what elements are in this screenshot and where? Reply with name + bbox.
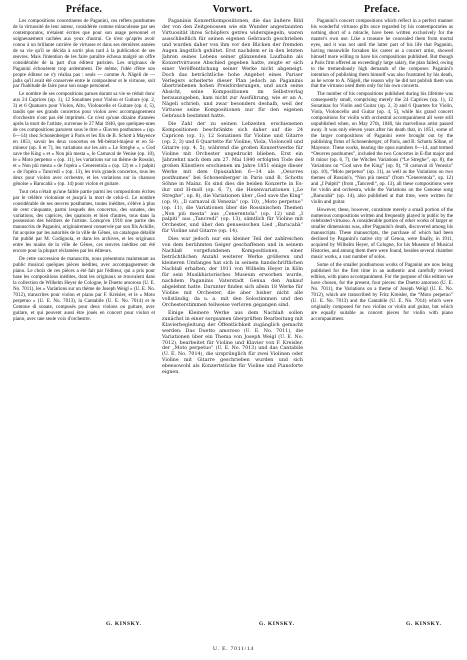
german-title: Vorwort. (212, 4, 253, 15)
english-paragraph-4: Some of the smaller posthumous works of Paganini are now being published for the first time in an authentic and carefully revised edition, with piano accompaniment. For the purpose of this edition we have chosen, for the present, four pieces: the Duetto amoroso (U. E. No. 7011), the Variations on a theme of Joseph Weigl (U. E. No. 7012), which are transcribed by Fritz Kreisler, the “Moto perpetuo” (U. E. No. 7013) and the Cantabile (U. E. No. 7014) which were originally composed for two violins or violin and guitar, but which are equally suitable as concert pieces for violin with piano accompaniment. (311, 262, 453, 322)
german-paragraph-1: Paganinis Konzertkompositionen, die das äußere Bild der von den Zeitgenossen wie ein Wunder angestaunten Virtuosität ihres Schöpfers getreu widerspiegeln, waren ausschließlich für seinen eigenen Gebrauch geschrieben und wurden daher von ihm vor den Blicken der fremden Augen ängstlich gehütet. Erst nachdem er in den letzten Jahren seines Lebens seiner glänzenden Laufbahn als Konzertvirtuose Abschied gegeben hatte, zeigte er sich einer Veröffentlichung seiner Werke nicht abgeneigt. Doch das beträchtliche hohe Angebot eines Pariser Verlegers scheiterte dieser Plan jedoch an Paganinis übertriebenen hohen Preisforderungen, und auch seine Absicht, seine Kompositionen im Selbstverlag herauszugeben, kam nicht zur Ausführung, wie er an A. Nägeli schrieb, und zwar besonders deshalb, weil der Virtuose seine Kompositionen nur für den eigenen Gebrauch bestimmt hatte. (162, 19, 303, 120)
french-paragraph-3: Tout cela n'était qu'une faible partie parmi les compositions écrites par le célèbre violoniste et jusqu'à la mort de celui-ci. Le nombre considérable de ses œuvres posthumes, toutes inédites, s'élève à plus de cent cinquante, parmi lesquels des concertos, des sonates, des variations, des caprices, des quatuors et bien d'autres, tous dans la possession des héritiers de l'artiste. Lorsqu'en 1910 une partie des manuscrits de Paganini, originairement conservée par son fils Achille, fut acquise par les autorités de la ville de Gênes, un catalogue détaillé fut publié par M. Codignola, et dans les archives, et les originaux entre les mains de la ville de Gênes, ces œuvres inédites ont été encore pour la plupart réclamées par les éditeurs. (13, 188, 155, 255)
german-signature: G. KINSKY. (259, 621, 295, 627)
french-paragraph-1: Les compositions concertantes de Paganini, ces reflets posthumes de la virtuosité de leur auteur, considérée comme miraculeuse par ses contemporains, n'étaient écrites que pour son usage personnel et soigneusement cachées aux yeux d'autrui. Ce n'est qu'après avoir connu à un brillante carrière de virtuose et dans ses dernières années de sa vie qu'il se décida à sortir plus tard à la publication de ses œuvres. Mais l'intention de les faire paraître échoua malgré un offre considérable de la part d'un éditeur parisien. Les originaux de Paganini échouèrent trop ardemment. De même, l'idée d'être son propre éditeur ne s'y réalisa pas : seuls — comme A. Nägeli de — jadis qu'il avait été conservée entre le compositeur et le virtuose, soit par l'habitude de faire pour son usage personnel. (13, 18, 155, 90)
german-paragraph-4: Einige Kleinere Werke aus dem Nachlaß sollen zunächst in einer sorgsamen überprüften Bearbeitung mit Klavierbegleitung der Öffentlichkeit zugänglich gemacht werden: Das Duetto amoroso (U. E. No. 7011), die Variationen über ein Thema von Joseph Weigl (U. E. No. 7012), bearbeitet für Violine und Klavier von F. Kreisler, der „Moto perpetuo“ (U. E. No. 7013) und das Cantabile (U. E. No. 7014), die ursprünglich für zwei Violinen oder Violine mit Gitarre geschrieben wurden und sich ebensowohl als Konzertstücke für Violine und Pianoforte eignen. (162, 310, 303, 376)
french-paragraph-2: Le nombre de ses compositions parues durant sa vie se réduit donc aux 24 Caprices (op. 1), 12 Sonatines pour Violon et Guitare (op. 2, 3) et 6 Quatuors pour Violon, Alto, Violoncelle et Guitare (op. 4, 5), tandis que ses grands concertos pour violon avec accompagnement d'orchestre n'ont pas été imprimés. Ce n'est qu'une dizaine d'années après la mort de l'artiste, survenue le 27 Mai 1840, que quelques-unes de ces compositions parurent sous le titre « Œuvres posthumes » (op. 6—14) chez Schonenberger à Paris et les fils de B. Schott à Mayence en 1851, savoir les deux concertos en Mi-bémol-majeur et en Si-mineur (op. 6 et 7), les variations sur les airs « Le Streghe », « God save the King » et « Non più mesta », le Carnaval de Venise (op. 10), le « Moto perpetuo » (op. 11), les variations sur un thème de Rossini, et « Non più mesta » de l'opéra « Cenerentola » (op. 12) et « I palpiti » de l'opéra « Tancredi » (op. 13), les trois grands concertos, tous les deux pour violon avec orchestre, et les variations sur la chanson génoise « Barucabà » (op. 14) pour violon et guitare. (13, 91, 155, 187)
french-signature: G. KINSKY. (106, 621, 142, 627)
english-title: Preface. (363, 4, 401, 15)
english-paragraph-2: The number of his compositions published during his lifetime was consequently small, comprising merely the 24 Caprices (op. 1), 12 Sonatinas for Violin and Guitar (op. 2, 3) and 6 Quartets for Violin, Viola, Violoncello and Guitar (op. 4, 5), while his grand concert compositions for violin with orchestral accompaniment all were still unpublished when, on May 27th, 1840, his marvellous artist passed away. It was only eleven years after his death that, in 1851, some of the larger compositions of Paganini were brought out by the publishing firms of Schonenberger, of Paris, and B. Schotts Söhne, of Mayence. These works, bearing the opus numbers 6—14, and termed “Oeuvres posthumes”, included the two Concertos in E-flat major and B minor (op. 6, 7), the Witches Variations (“Le Streghe”, op. 8), the Variations on “God save the King” (op. 9), “Il carnaval di Venezia” (op. 10), “Moto perpetuo” (op. 11), as well as the Variations on two themes of Rossini's, “Non più mesta” (from “Cenerentola”, op. 12) and „I Palpiti“ (from „Tancredi“, op. 13), all these compositions were for violin and orchestra, while the Variations on the Genoese song „Barucabà“ (op. 14), also published at that time, were written for violin and guitar. (311, 91, 453, 205)
english-paragraph-1: Paganini's concert compositions which reflect in a perfect manner his wonderful virtuoso gifts once regarded by his contemporaries as nothing short of a miracle, have been written exclusively for the master's own use. Like a treasure he concealed them from mortal eyes, and it was not until the latter part of his life that Paganini, having meanwhile forsaken his career as a concert artist, showed himself more willing to have his compositions published. But though a Paris firm offered an exceedingly large salary, the plan failed, owing to the tremendously high demands of the composer. Paganini's intention of publishing them himself was also frustrated by his death, as he wrote to A. Nägeli, the reason why he did not publish them was that the virtuoso used them only for his own concerts. (311, 18, 453, 90)
english-column (311, 0, 453, 612)
german-column (162, 0, 303, 612)
english-paragraph-3: However, these, however, constitute merely a small portion of the numerous compositions written and frequently played in public by the celebrated virtuoso. A considerable portion of other works of larger or smaller dimensions was, after Paganini's death, discovered among his manuscripts. These manuscripts, the purchase of which had been declined by Paganini's native city of Genoa, were finally, in 1911, acquired by Wilhelm Heyer, of Cologne, for his Museum of Musical Histories, and among them there were found, besides several chamber music works, a vast number of solos. (311, 206, 453, 261)
french-paragraph-4: De cette succession de manuscrits, nous présentons maintenant au public musical quelques pièces inédites, avec accompagnement de piano. Le choix de ces pièces a été fait par l'éditeur, qui a pris pour base les compositions inédites, dont les originaux se trouvaient dans la collection de Wilhelm Heyer de Cologne, le Duetto amoroso (U. E. No. 7011), les « Variations sur un thème de Joseph Weigl » (U. E. No. 7012), transcrites pour violon et piano par F. Kreisler, et le « Moto perpetuo » (U. E. No. 7013), la Cantabile (U. E. No. 7014) et le Centone di sonate, composés pour deux violons ou guitare, avec guitare, et qui peuvent aussi être joués en concert pour violon et piano, avec une seule voix d'orchestre. (13, 256, 155, 322)
french-column (13, 0, 155, 612)
english-signature: G. KINSKY. (406, 621, 442, 627)
french-title: Préface. (65, 4, 103, 15)
german-paragraph-2: Die Zahl der zu seinen Lebzeiten erschienenen Kompositionen beschränkte sich daher auf die 24 Capricen (op. 1), 12 Sonatinen für Violine und Gitarre (op. 2, 3) und 6 Quartette für Violine, Viola, Violoncell und Gitarre (op. 4, 5), während die großen Konzertwerke für Violine mit Orchester ungedruckt blieben. Erst ein Jahrzehnt nach dem am 27. Mai 1840 erfolgten Tode des großen Künstlers erschienen im Jahre 1851 einige dieser Werke mit dem Opuszahlen 6—14 als „Oeuvres posthumes“ bei Schonenberger in Paris und B. Schotts Söhne in Mainz. Es sind dies die beiden Konzerte in Es-dur und H-moll (op. 6, 7), die Hexenvariationen („Le Streghe“, op. 8), die Variationen über „God save the King“ (op. 9), „Il carnaval di Venezia“ (op. 10), „Moto perpetuo“ (op. 11), die Variationen über die Rossinischen Themen „Non più mesta“ aus „Cenerentola“ (op. 12) und „I palpiti“ aus „Tancredi“ (op. 13), sämtlich für Violine mit Orchester, und über den genuesischen Lied „Barucabà“ für Violine und Gitarre (op. 14). (162, 122, 303, 235)
plate-number: U. E. 7011/14 (212, 646, 255, 652)
german-paragraph-3: Dies war jedoch nur ein kleiner Teil der zahlreichen von dem berühmten Geiger geschaffenen und in seinem Nachlaß vorgefundenen Kompositionen, einer beträchtlichen Anzahl weiterer Werke größeren und kleineren Umfanges hat sich in seinem handschriftlichen Nachlaß erhalten, der 1911 von Wilhelm Heyer in Köln für sein Musikhistorisches Museum erworben wurde, nachdem Paganinis Vaterstadt Genua den Ankauf abgelehnt hatte. Darunter finden sich allein 18 Werke für Violine mit Orchester, die aber bisher nicht alle vollständig, da u. a. mit den Solostimmen und den Orchesterstimmen teilweise verloren gegangen sind. (162, 237, 303, 308)
